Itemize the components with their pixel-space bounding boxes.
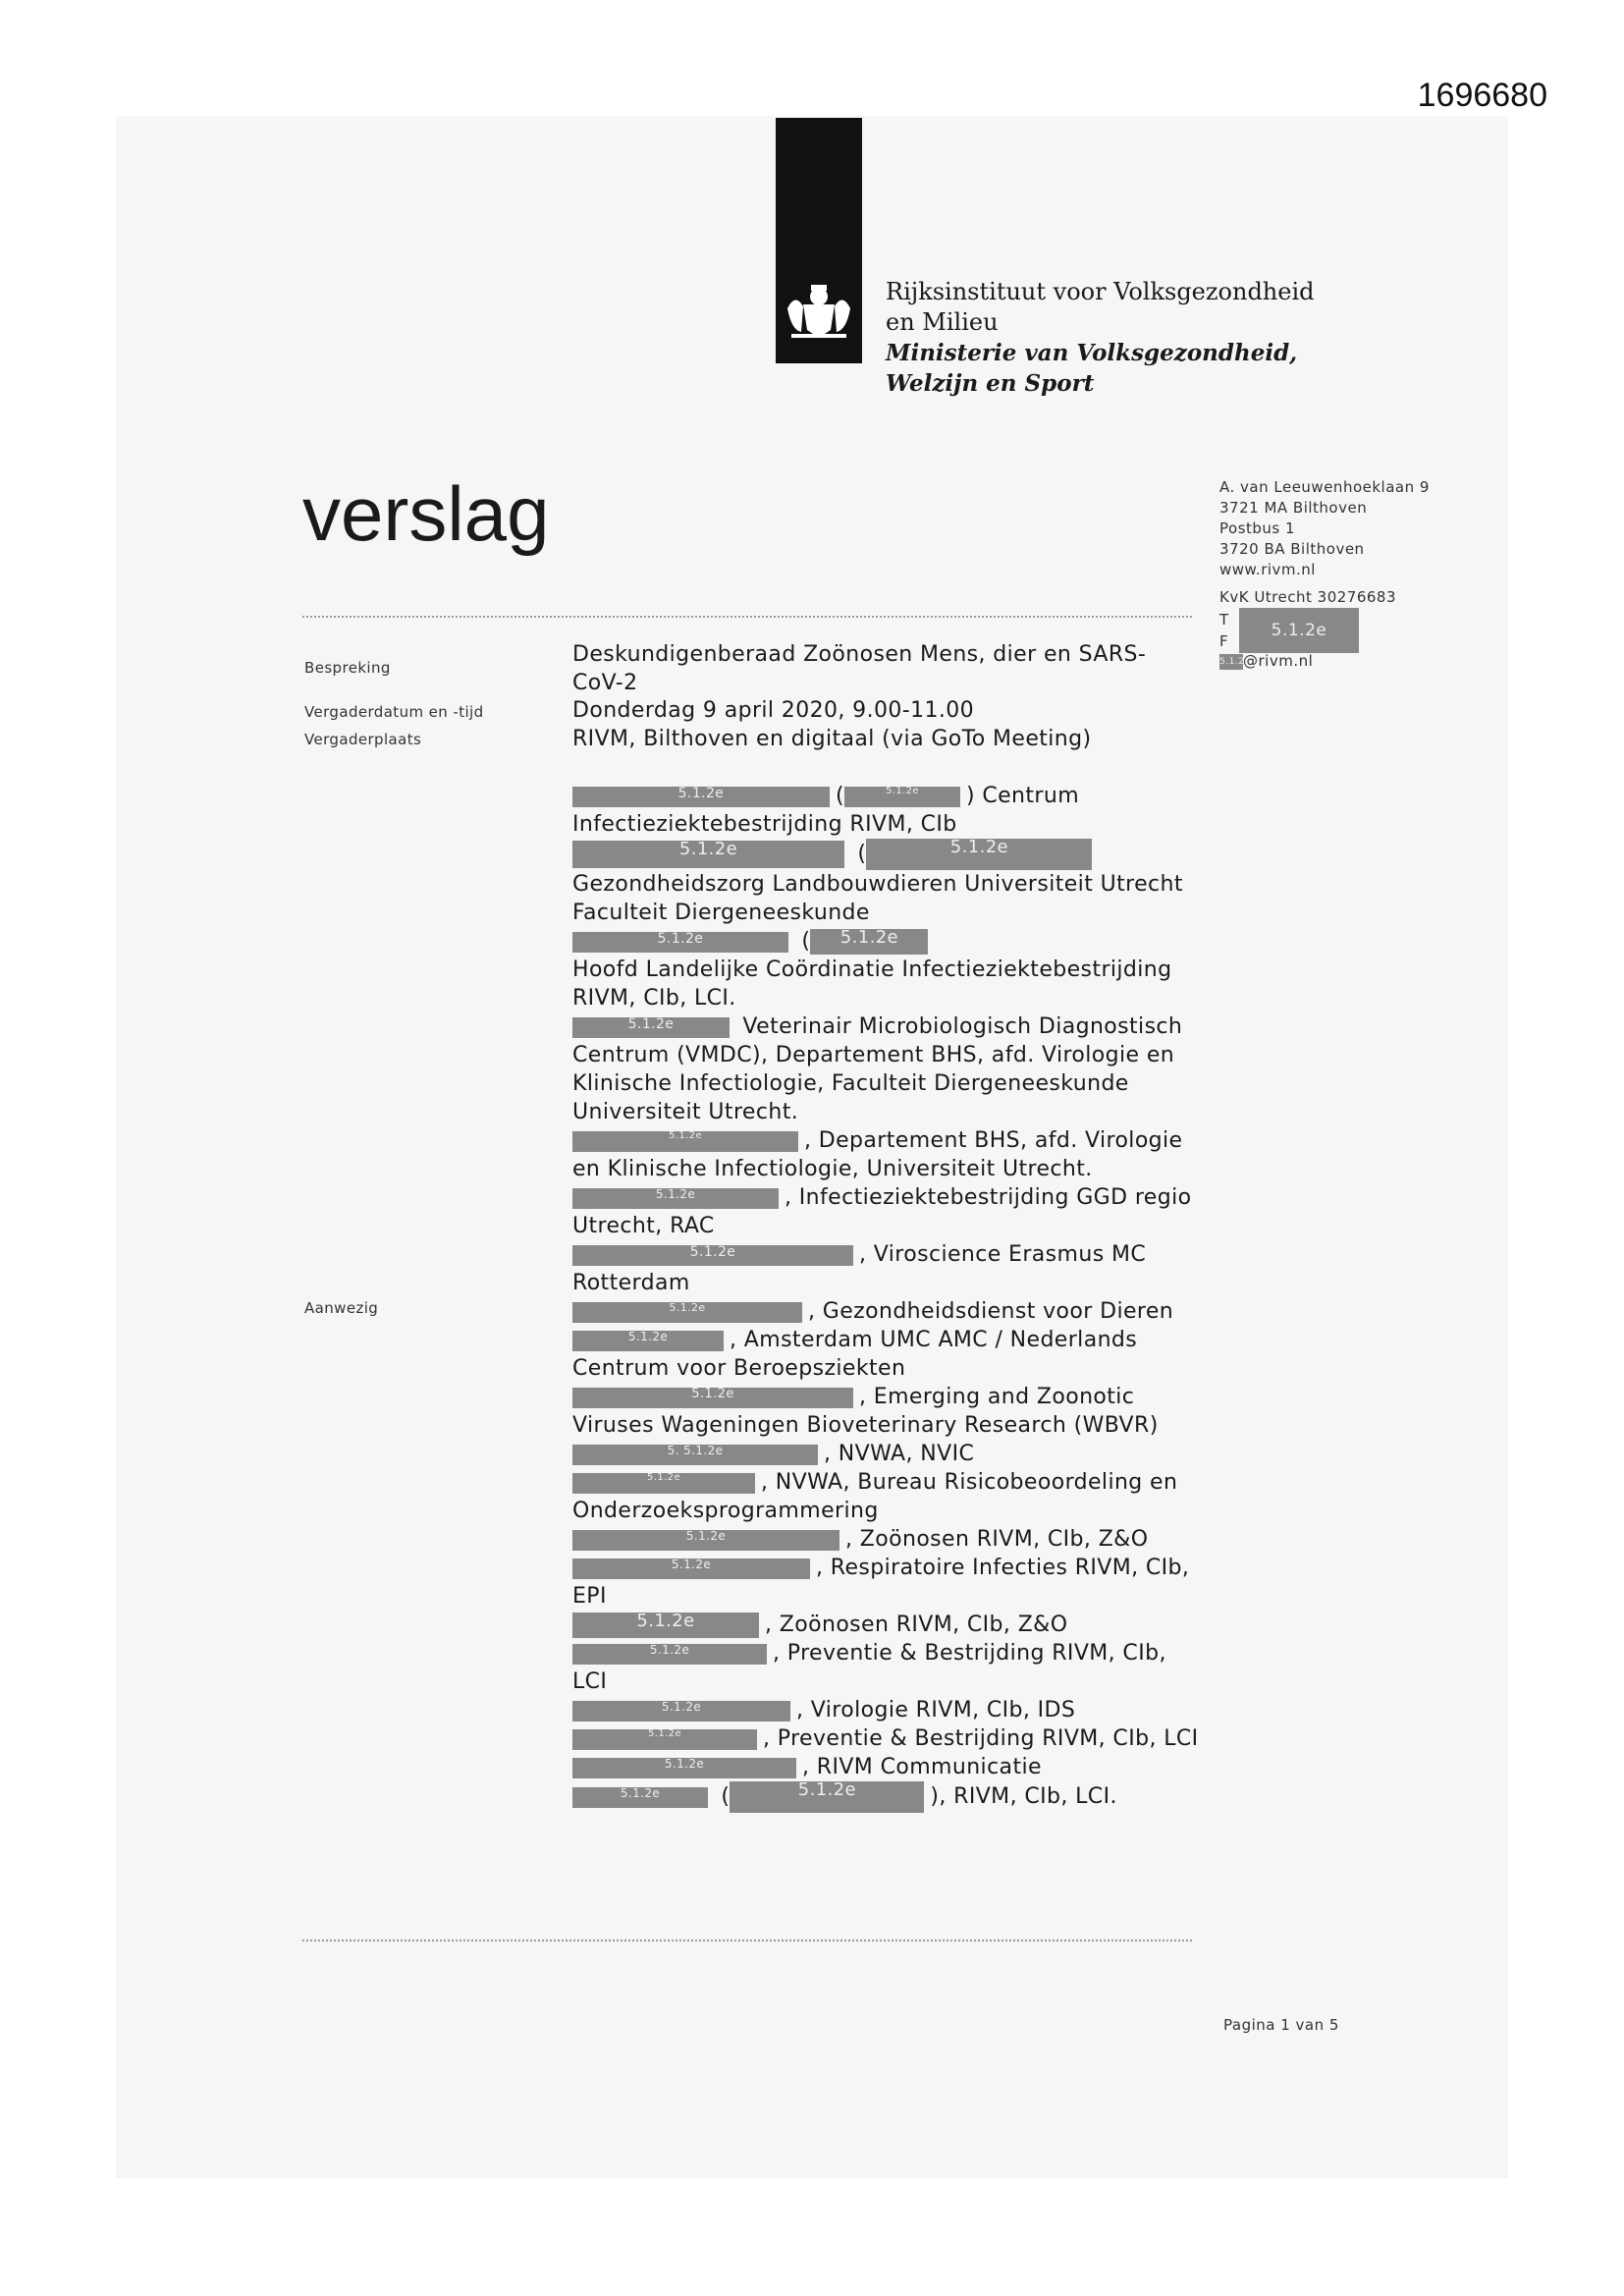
attendee-text: , RIVM Communicatie — [802, 1755, 1042, 1779]
redaction-box: 5.1.2e — [1219, 654, 1243, 670]
attendee-entry: 5.1.2e ( 5.1.2e ), RIVM, CIb, LCI. — [572, 1781, 1201, 1813]
royal-crest-icon — [782, 275, 856, 342]
redaction-box: 5.1.2e — [572, 1188, 779, 1209]
redaction-box: 5.1.2e — [572, 1787, 708, 1808]
attendee-text: , Preventie & Bestrijding RIVM, CIb, LCI — [572, 1641, 1166, 1694]
attendee-text: Gezondheidszorg Landbouwdieren Universiteit Utrecht Faculteit Diergeneeskunde — [572, 872, 1183, 925]
document-number: 1696680 — [1417, 77, 1547, 114]
datum-label: Vergaderdatum en -tijd — [304, 703, 484, 721]
attendee-entry — [572, 1724, 1201, 1753]
redaction-box: 5.1.2e — [572, 1701, 790, 1722]
attendee-text: , Virologie RIVM, CIb, IDS — [796, 1698, 1076, 1722]
redaction-box: 5.1.2e — [572, 1131, 798, 1152]
redaction-box: 5.1.2e — [844, 787, 960, 807]
address-kvk: KvK Utrecht 30276683 — [1219, 588, 1396, 606]
page-number: Pagina 1 van 5 — [1223, 2016, 1339, 2034]
redaction-box: 5.1.2e — [730, 1781, 924, 1813]
redaction-box: 5.1.2e — [572, 841, 844, 868]
attendee-entry — [572, 1468, 1201, 1525]
phone-fax-line — [1219, 608, 1430, 653]
attendee-text: , Preventie & Bestrijding RIVM, CIb, LCI — [763, 1726, 1199, 1751]
attendee-entry — [572, 1440, 1201, 1468]
attendee-text: , NVWA, NVIC — [824, 1442, 975, 1466]
redaction-box: 5.1.2e — [572, 1758, 796, 1778]
top-divider — [302, 616, 1192, 618]
redaction-box: 5.1.2e — [572, 1729, 757, 1750]
redaction-box: 5. 5.1.2e — [572, 1445, 818, 1465]
org-line-2: en Milieu — [886, 308, 999, 336]
redaction-box: 5.1.2e — [572, 1644, 767, 1665]
attendee-list — [572, 782, 1201, 1813]
attendee-text: Veterinair Microbiologisch Diagnostisch Centrum (VMDC), Departement BHS, afd. Virologie en Klinische Infectiologie, Faculteit Diergeneeskunde Universiteit Utrecht. — [572, 1014, 1183, 1124]
attendee-text: ) Centrum Infectieziektebestrijding RIVM, CIb — [572, 784, 1080, 837]
attendee-text: , NVWA, Bureau Risicobeoordeling en Onderzoeksprogrammering — [572, 1470, 1178, 1523]
attendee-entry — [572, 1383, 1201, 1440]
redaction-box: 5.1.2e — [572, 1558, 810, 1579]
attendee-entry — [572, 1326, 1201, 1383]
org-line-4: Welzijn en Sport — [886, 370, 1095, 397]
attendee-entry — [572, 1297, 1201, 1326]
email-line — [1219, 651, 1430, 672]
phone-fax-labels: T F — [1219, 611, 1229, 650]
address-block — [1219, 477, 1430, 672]
org-line-1: Rijksinstituut voor Volksgezondheid — [886, 278, 1315, 305]
attendee-text: , Infectieziektebestrijding GGD regio Utrecht, RAC — [572, 1185, 1192, 1238]
attendee-entry — [572, 1012, 1201, 1126]
redaction-box: 5.1.2e — [810, 929, 928, 955]
redaction-box: 5.1.2e — [572, 787, 830, 807]
aanwezig-label: Aanwezig — [304, 1299, 379, 1317]
attendee-entry — [572, 1611, 1201, 1639]
redaction-box: 5.1.2e — [572, 1017, 730, 1038]
attendee-entry: 5.1.2e ( 5.1.2e ) Centrum Infectieziektebestrijding RIVM, CIb — [572, 784, 1080, 837]
email-domain: @rivm.nl — [1243, 652, 1314, 670]
redaction-box: 5.1.2e — [572, 1245, 853, 1266]
attendee-text: Hoofd Landelijke Coördinatie Infectieziektebestrijding RIVM, CIb, LCI. — [572, 957, 1172, 1011]
attendee-entry — [572, 1639, 1201, 1696]
plaats-value: RIVM, Bilthoven en digitaal (via GoTo Meeting) — [572, 727, 1092, 751]
attendee-entry — [572, 1753, 1201, 1781]
attendee-text: , Respiratoire Infecties RIVM, CIb, EPI — [572, 1556, 1190, 1609]
attendee-entry — [572, 1183, 1201, 1240]
redaction-box: 5.1.2e — [572, 1331, 724, 1351]
redaction-box: 5.1.2e — [572, 1613, 759, 1638]
attendee-text: , Zoönosen RIVM, CIb, Z&O — [845, 1527, 1149, 1552]
address-postbus-postcode: 3720 BA Bilthoven — [1219, 540, 1365, 558]
bespreking-value: Deskundigenberaad Zoönosen Mens, dier en SARS-CoV-2 — [572, 642, 1147, 695]
attendee-text: , Departement BHS, afd. Virologie en Klinische Infectiologie, Universiteit Utrecht. — [572, 1128, 1183, 1181]
attendee-text: , Emerging and Zoonotic Viruses Wageningen Bioveterinary Research (WBVR) — [572, 1385, 1159, 1438]
datum-value: Donderdag 9 april 2020, 9.00-11.00 — [572, 698, 975, 723]
redaction-box: 5.1.2e — [572, 1302, 802, 1323]
attendee-text: , Amsterdam UMC AMC / Nederlands Centrum voor Beroepsziekten — [572, 1328, 1138, 1381]
attendee-text: , Gezondheidsdienst voor Dieren — [808, 1299, 1174, 1324]
redaction-box: 5.1.2e — [572, 1530, 839, 1551]
redaction-box: 5.1.2e — [866, 839, 1092, 870]
organization-name — [886, 277, 1315, 399]
attendee-entry — [572, 1554, 1201, 1611]
attendee-text: , Viroscience Erasmus MC Rotterdam — [572, 1242, 1147, 1295]
address-postcode: 3721 MA Bilthoven — [1219, 499, 1368, 517]
redaction-box: 5.1.2e — [1239, 608, 1359, 653]
attendee-entry: 5.1.2e ( 5.1.2e Gezondheidszorg Landbouwdieren Universiteit Utrecht Faculteit Diergeneeskunde — [572, 837, 1183, 925]
address-street: A. van Leeuwenhoeklaan 9 — [1219, 478, 1430, 496]
org-line-3: Ministerie van Volksgezondheid, — [886, 340, 1298, 366]
attendee-entry — [572, 1126, 1201, 1183]
redaction-box: 5.1.2e — [572, 1388, 853, 1408]
address-website: www.rivm.nl — [1219, 561, 1316, 578]
attendee-entry: 5.1.2e ( 5.1.2e Hoofd Landelijke Coördinatie Infectieziektebestrijding RIVM, CIb, LCI. — [572, 927, 1172, 1011]
redaction-box: 5.1.2e — [572, 1473, 755, 1494]
address-postbus: Postbus 1 — [1219, 519, 1296, 537]
attendee-entry — [572, 1696, 1201, 1724]
document-type-title: verslag — [302, 470, 550, 557]
redaction-box: 5.1.2e — [572, 932, 788, 953]
attendee-entry — [572, 1240, 1201, 1297]
plaats-label: Vergaderplaats — [304, 731, 422, 748]
bespreking-label: Bespreking — [304, 659, 391, 677]
attendee-text: , Zoönosen RIVM, CIb, Z&O — [765, 1613, 1068, 1637]
attendee-entry — [572, 1525, 1201, 1554]
bottom-divider — [302, 1940, 1192, 1941]
attendee-text: ), RIVM, CIb, LCI. — [930, 1784, 1117, 1809]
